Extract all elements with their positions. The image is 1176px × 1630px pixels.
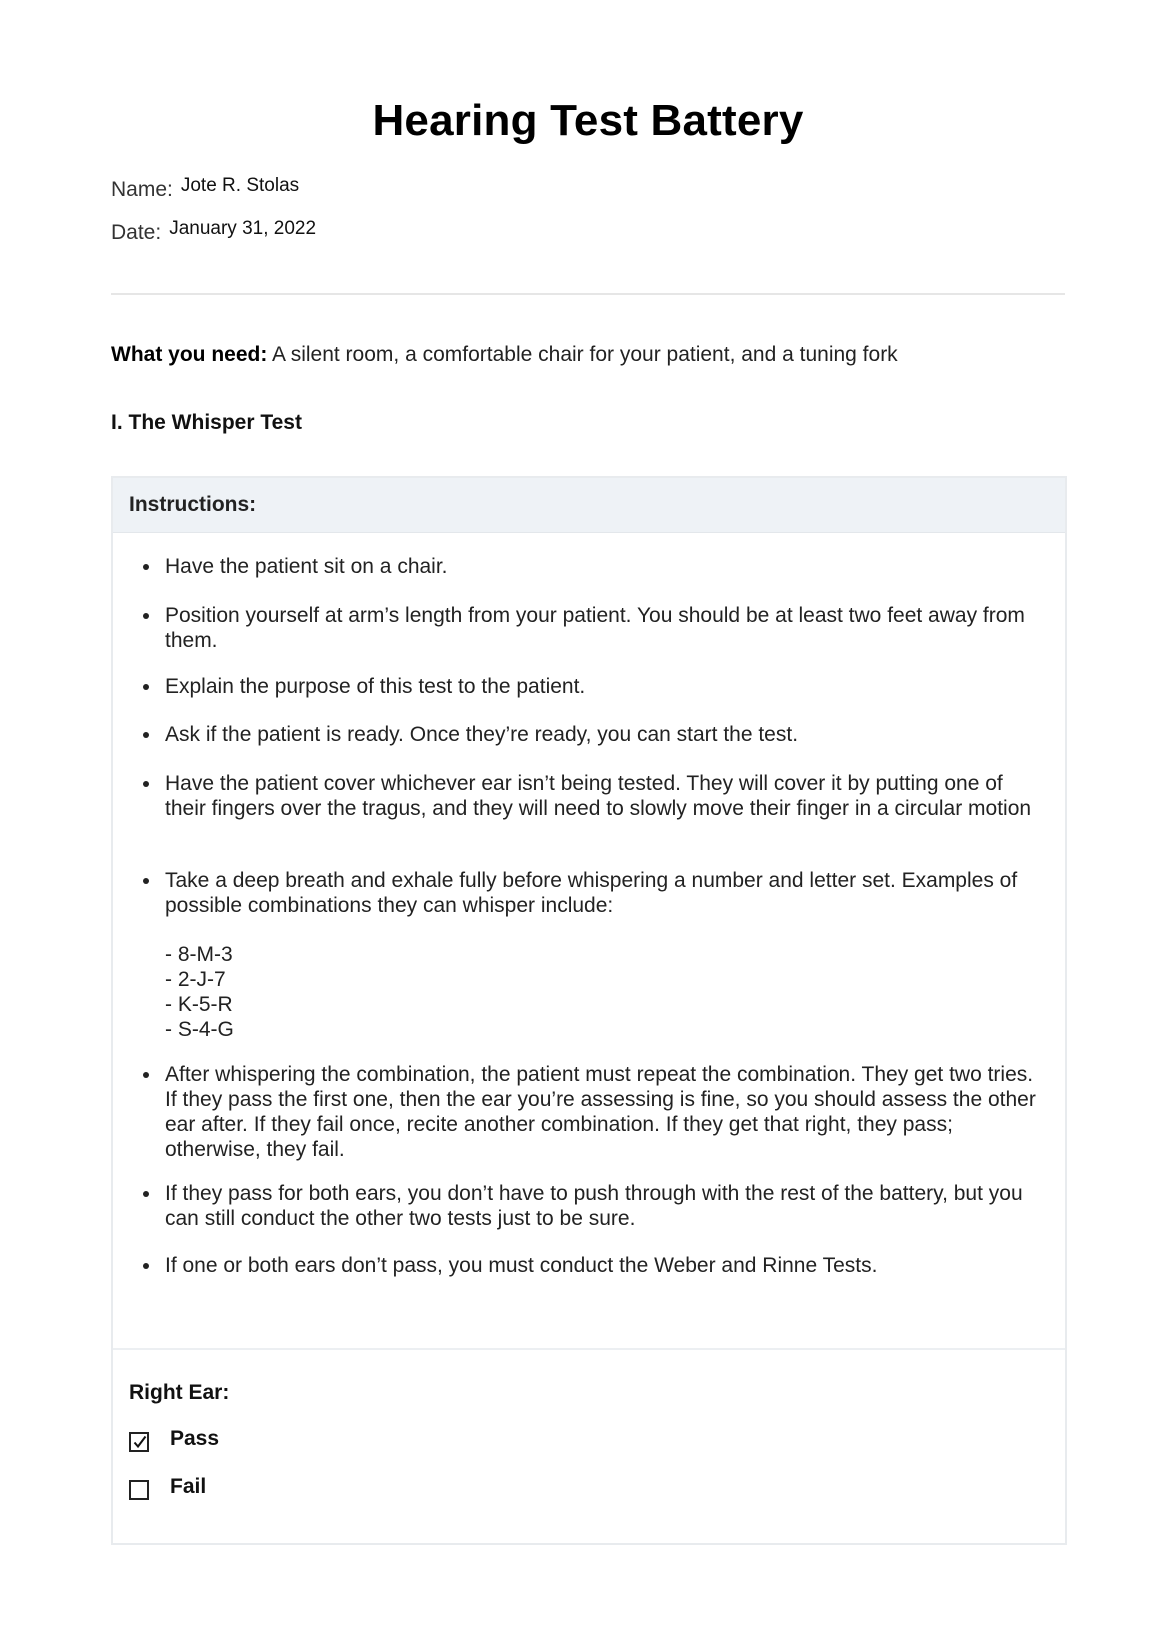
page-title: Hearing Test Battery xyxy=(372,96,804,145)
requirements-label: What you need: xyxy=(111,343,268,366)
fail-label: Fail xyxy=(170,1475,207,1498)
instructions-box xyxy=(111,476,1067,1545)
requirements-text: A silent room, a comfortable chair for your patient, and a tuning fork xyxy=(267,343,898,366)
checkmark-icon xyxy=(132,1434,148,1450)
combination-item: - 2-J-7 xyxy=(165,968,226,991)
instruction-text: Take a deep breath and exhale fully before whispering a number and letter set. Examples of possible combinations they can whisper include: xyxy=(165,869,1018,917)
fail-checkbox[interactable] xyxy=(129,1480,149,1500)
instruction-item: Have the patient sit on a chair. xyxy=(165,554,1045,579)
requirements-line xyxy=(111,343,898,367)
instruction-item: If they pass for both ears, you don’t have to push through with the rest of the battery, but you can still conduct the other two tests just to be sure. xyxy=(165,1181,1045,1231)
instruction-item: If one or both ears don’t pass, you must conduct the Weber and Rinne Tests. xyxy=(165,1253,1045,1278)
instruction-item: Explain the purpose of this test to the patient. xyxy=(165,674,1045,699)
header-divider xyxy=(111,293,1065,295)
instruction-item: Position yourself at arm’s length from your patient. You should be at least two feet away from them. xyxy=(165,603,1045,653)
right-ear-title: Right Ear: xyxy=(129,1381,230,1404)
instructions-title: Instructions: xyxy=(129,493,257,516)
patient-name-field xyxy=(111,175,300,202)
combination-list xyxy=(165,942,1045,1042)
instructions-header xyxy=(113,478,1065,533)
section-heading: I. The Whisper Test xyxy=(111,411,302,434)
name-value: Jote R. Stolas xyxy=(180,175,300,196)
patient-date-field xyxy=(111,218,317,245)
box-divider xyxy=(113,1348,1065,1350)
combination-item: - 8-M-3 xyxy=(165,943,233,966)
date-label: Date: xyxy=(111,221,162,244)
pass-checkbox[interactable] xyxy=(129,1432,149,1452)
date-value: January 31, 2022 xyxy=(169,218,317,239)
instruction-item: Have the patient cover whichever ear isn’t being tested. They will cover it by putting one of their fingers over the tragus, and they will need to slowly move their finger in a circular motion xyxy=(165,771,1045,821)
combination-item: - S-4-G xyxy=(165,1018,234,1041)
name-label: Name: xyxy=(111,178,173,201)
instruction-item: Ask if the patient is ready. Once they’re ready, you can start the test. xyxy=(165,722,1045,747)
instruction-item: After whispering the combination, the patient must repeat the combination. They get two tries. If they pass the first one, then the ear you’re assessing is fine, so you should assess the other ear after. If they fail once, recite another combination. If they get that right, they pass; otherwise, they fail. xyxy=(165,1062,1045,1162)
combination-item: - K-5-R xyxy=(165,993,233,1016)
instruction-item-examples xyxy=(165,868,1045,1042)
pass-label: Pass xyxy=(170,1427,220,1450)
